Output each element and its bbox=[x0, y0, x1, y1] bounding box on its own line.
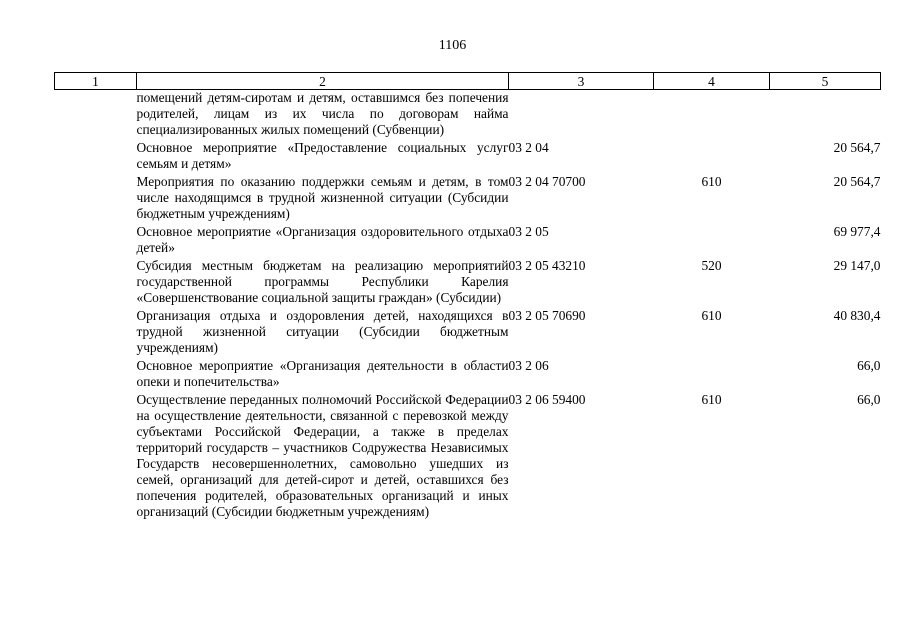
row-target-code: 03 2 05 bbox=[508, 224, 549, 239]
row-amount: 40 830,4 bbox=[833, 308, 881, 323]
row-expense-type bbox=[654, 140, 770, 174]
row-description: Основное мероприятие «Предоставление социальных услуг семьям и детям» bbox=[136, 140, 509, 171]
table-row bbox=[55, 392, 881, 522]
row-target-code: 03 2 06 59400 bbox=[508, 392, 586, 407]
column-header-5: 5 bbox=[770, 73, 881, 90]
row-expense-type bbox=[654, 90, 770, 141]
table-row bbox=[55, 358, 881, 392]
column-header-2: 2 bbox=[137, 73, 509, 90]
row-description: Основное мероприятие «Организация деятельности в области опеки и попечительства» bbox=[136, 358, 509, 389]
column-header-3: 3 bbox=[509, 73, 654, 90]
row-target-code bbox=[509, 90, 654, 141]
budget-table bbox=[54, 72, 881, 522]
row-target-code: 03 2 05 70690 bbox=[508, 308, 586, 323]
table-row bbox=[55, 140, 881, 174]
empty-cell bbox=[55, 308, 137, 358]
row-target-code: 03 2 05 43210 bbox=[508, 258, 586, 273]
row-target-code: 03 2 04 70700 bbox=[508, 174, 586, 189]
row-expense-type bbox=[654, 358, 770, 392]
row-expense-type: 610 bbox=[701, 308, 722, 323]
row-description: Основное мероприятие «Организация оздоровительного отдыха детей» bbox=[136, 224, 509, 255]
row-description: Мероприятия по оказанию поддержки семьям и детям, в том числе находящимся в трудной жизненной ситуации (Субсидии бюджетным учреждениям) bbox=[136, 174, 509, 221]
empty-cell bbox=[55, 258, 137, 308]
row-amount: 29 147,0 bbox=[833, 258, 881, 273]
column-header-1: 1 bbox=[55, 73, 137, 90]
row-amount: 66,0 bbox=[857, 358, 881, 373]
row-amount: 69 977,4 bbox=[833, 224, 881, 239]
table-row bbox=[55, 308, 881, 358]
row-target-code: 03 2 06 bbox=[508, 358, 549, 373]
empty-cell bbox=[55, 358, 137, 392]
table-row bbox=[55, 90, 881, 141]
table-header bbox=[55, 73, 881, 90]
table-row bbox=[55, 258, 881, 308]
row-expense-type: 610 bbox=[701, 174, 722, 189]
row-amount: 20 564,7 bbox=[833, 174, 881, 189]
empty-cell bbox=[55, 224, 137, 258]
page-number: 1106 bbox=[438, 38, 467, 53]
table-row bbox=[55, 224, 881, 258]
row-expense-type: 610 bbox=[701, 392, 722, 407]
table-row bbox=[55, 174, 881, 224]
column-header-4: 4 bbox=[654, 73, 770, 90]
row-description: Организация отдыха и оздоровления детей, находящихся в трудной жизненной ситуации (Субсидии бюджетным учреждениям) bbox=[136, 308, 509, 355]
row-amount: 66,0 bbox=[857, 392, 881, 407]
row-expense-type: 520 bbox=[701, 258, 722, 273]
table-body bbox=[55, 90, 881, 523]
row-description: Субсидия местным бюджетам на реализацию мероприятий государственной программы Республики Карелия «Совершенствование социальной защиты граждан» (Субсидии) bbox=[136, 258, 509, 305]
empty-cell bbox=[55, 174, 137, 224]
row-description: помещений детям-сиротам и детям, оставшимся без попечения родителей, лицам из их числа по договорам найма специализированных жилых помещений (Субвенции) bbox=[136, 90, 509, 137]
row-description: Осуществление переданных полномочий Российской Федерации на осуществление деятельности, связанной с перевозкой между субъектами Российской Федерации, а также в пределах территорий государств – участников Содружества Независимых Государств несовершеннолетних, самовольно ушедших из семей, организаций для детей-сирот и детей, оставшихся без попечения родителей, образовательных организаций и иных организаций (Субсидии бюджетным учреждениям) bbox=[136, 392, 509, 519]
empty-cell bbox=[55, 392, 137, 522]
empty-cell bbox=[55, 140, 137, 174]
row-expense-type bbox=[654, 224, 770, 258]
row-amount: 20 564,7 bbox=[833, 140, 881, 155]
row-amount bbox=[770, 90, 881, 141]
row-target-code: 03 2 04 bbox=[508, 140, 549, 155]
empty-cell bbox=[55, 90, 137, 141]
